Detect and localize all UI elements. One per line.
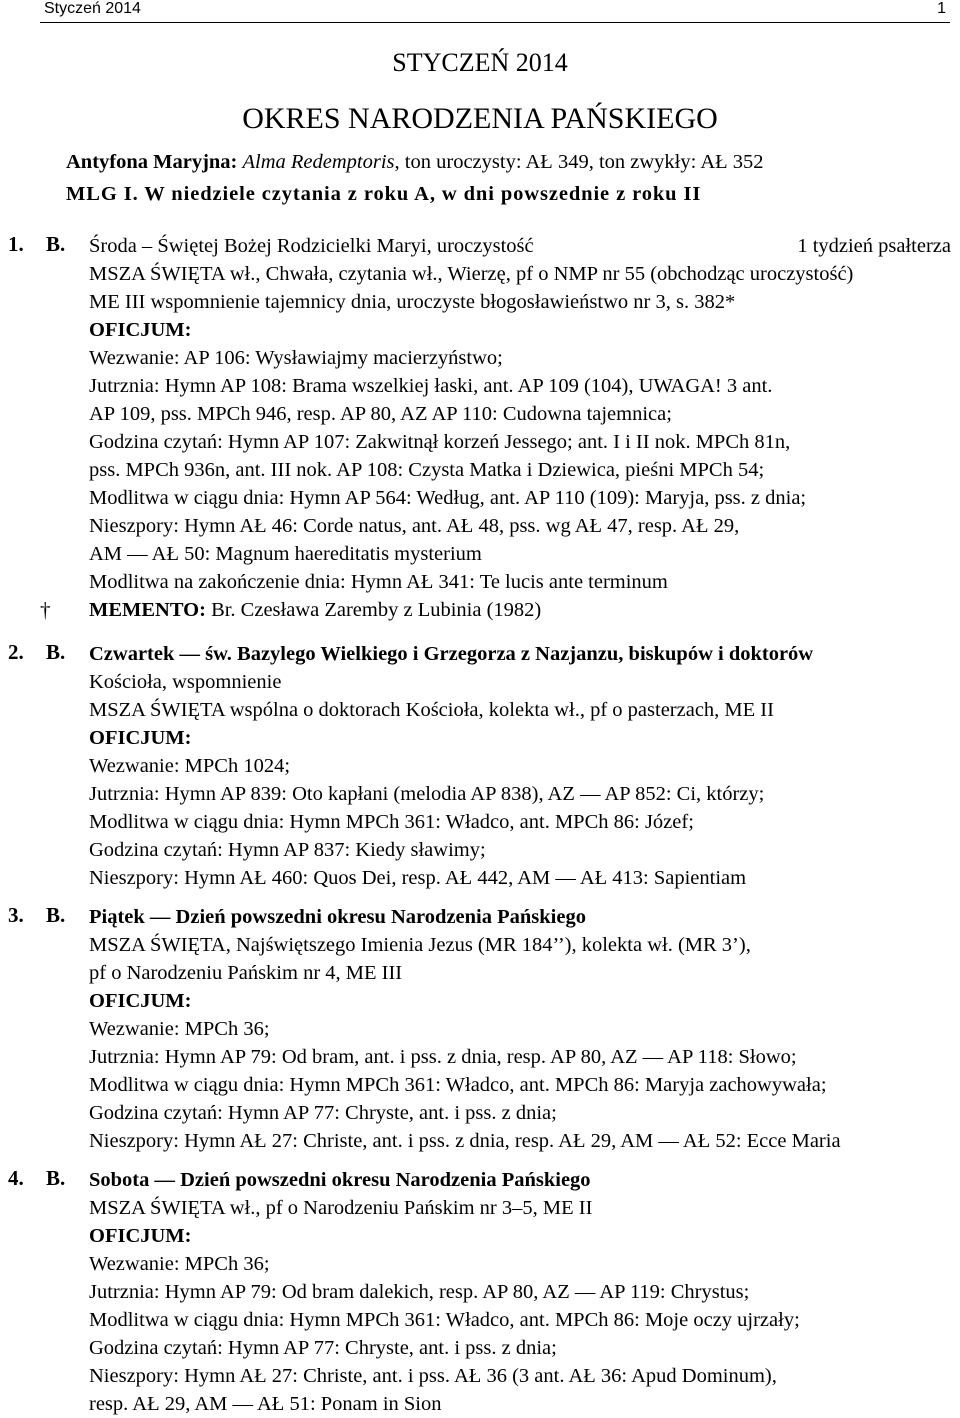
day-lines: Piątek — Dzień powszedni okresu Narodzenia Pańskiego MSZA ŚWIĘTA, Najświętszego Imienia Jezus (MR 184’’), kolekta wł. (MR 3’), pf o Narodzeniu Pańskim nr 4, ME III OFICJUM: Wezwanie: MPCh 36; Jutrznia: Hymn AP 79: Od bram, ant. i pss. z dnia, resp. AP 80, AZ — AP 118: Słowo; Modlitwa w ciągu dnia: Hymn MPCh 361: Władco, ant. MPCh 86: Maryja zachowywała; Godzina czytań: Hymn AP 77: Chryste, ant. i pss. z dnia; Nieszpory: Hymn AŁ 27: Christe, ant. i pss. z dnia, resp. AŁ 29, AM — AŁ 52: Ecce Maria (89, 906, 841, 1152)
day-type: B. (46, 1166, 66, 1190)
antiphon-line: Antyfona Maryjna: Alma Redemptoris, ton uroczysty: AŁ 349, ton zwykły: AŁ 352 (66, 151, 764, 173)
day-number: 4. (8, 1166, 24, 1190)
day-lines: Środa – Świętej Bożej Rodzicielki Maryi, uroczystość 1 tydzień psałterza MSZA ŚWIĘTA wł., Chwała, czytania wł., Wierzę, pf o NMP nr 55 (obchodząc uroczystość) ME III wspomnienie tajemnicy dnia, uroczyste błogosławieństwo nr 3, s. 382* OFICJUM: Wezwanie: AP 106: Wysławiajmy macierzyństwo; Jutrznia: Hymn AP 108: Brama wszelkiej łaski, ant. AP 109 (104), UWAGA! 3 ant. AP 109, pss. MPCh 946, resp. AP 80, AZ AP 110: Cudowna tajemnica; Godzina czytań: Hymn AP 107: Zakwitnął korzeń Jessego; ant. I i II nok. MPCh 81n, pss. MPCh 936n, ant. III nok. AP 108: Czysta Matka i Dziewica, pieśni MPCh 54; Modlitwa w ciągu dnia: Hymn AP 564: Według, ant. AP 110 (109): Maryja, pss. z dnia; Nieszpory: Hymn AŁ 46: Corde natus, ant. AŁ 48, pss. wg AŁ 47, resp. AŁ 29, AM — AŁ 50: Magnum haereditatis mysterium Modlitwa na zakończenie dnia: Hymn AŁ 341: Te lucis ante terminum MEMENTO: Br. Czesława Zaremby z Lubinia (1982) (89, 232, 951, 624)
page-title: STYCZEŃ 2014 (392, 48, 568, 77)
day-lines: Czwartek — św. Bazylego Wielkiego i Grzegorza z Nazjanzu, biskupów i doktorów Kościoła, wspomnienie MSZA ŚWIĘTA wspólna o doktorach Kościoła, kolekta wł., pf o pasterzach, ME II OFICJUM: Wezwanie: MPCh 1024; Jutrznia: Hymn AP 839: Oto kapłani (melodia AP 838), AZ — AP 852: Ci, którzy; Modlitwa w ciągu dnia: Hymn MPCh 361: Władco, ant. MPCh 86: Józef; Godzina czytań: Hymn AP 837: Kiedy sławimy; Nieszpory: Hymn AŁ 460: Quos Dei, resp. AŁ 442, AM — AŁ 413: Sapientiam (89, 643, 814, 889)
dagger-icon: † (40, 598, 51, 622)
day-lines: Sobota — Dzień powszedni okresu Narodzenia Pańskiego MSZA ŚWIĘTA wł., pf o Narodzeniu Pańskim nr 3–5, ME II OFICJUM: Wezwanie: MPCh 36; Jutrznia: Hymn AP 79: Od bram dalekich, resp. AP 80, AZ — AP 119: Chrystus; Modlitwa w ciągu dnia: Hymn MPCh 361: Władco, ant. MPCh 86: Moje oczy ujrzały; Godzina czytań: Hymn AP 77: Chryste, ant. i pss. z dnia; Nieszpory: Hymn AŁ 27: Christe, ant. i pss. AŁ 36 (3 ant. AŁ 36: Apud Dominum), resp. AŁ 29, AM — AŁ 51: Ponam in Sion (89, 1169, 800, 1415)
day-type: B. (46, 640, 66, 664)
day-number: 2. (8, 640, 24, 664)
day-type: B. (46, 232, 66, 256)
day-type: B. (46, 903, 66, 927)
season-title: OKRES NARODZENIA PAŃSKIEGO (242, 102, 718, 135)
page-header (40, 0, 950, 23)
day-number: 1. (8, 232, 24, 256)
page-number: 1 (937, 0, 946, 17)
day-number: 3. (8, 903, 24, 927)
memento: MEMENTO: Br. Czesława Zaremby z Lubinia (1982) (89, 599, 542, 621)
mlg-line: MLG I. W niedziele czytania z roku A, w dni powszednie z roku II (66, 183, 702, 205)
header-month: Styczeń 2014 (44, 0, 141, 17)
psalter-week: 1 tydzień psałterza (797, 235, 951, 257)
